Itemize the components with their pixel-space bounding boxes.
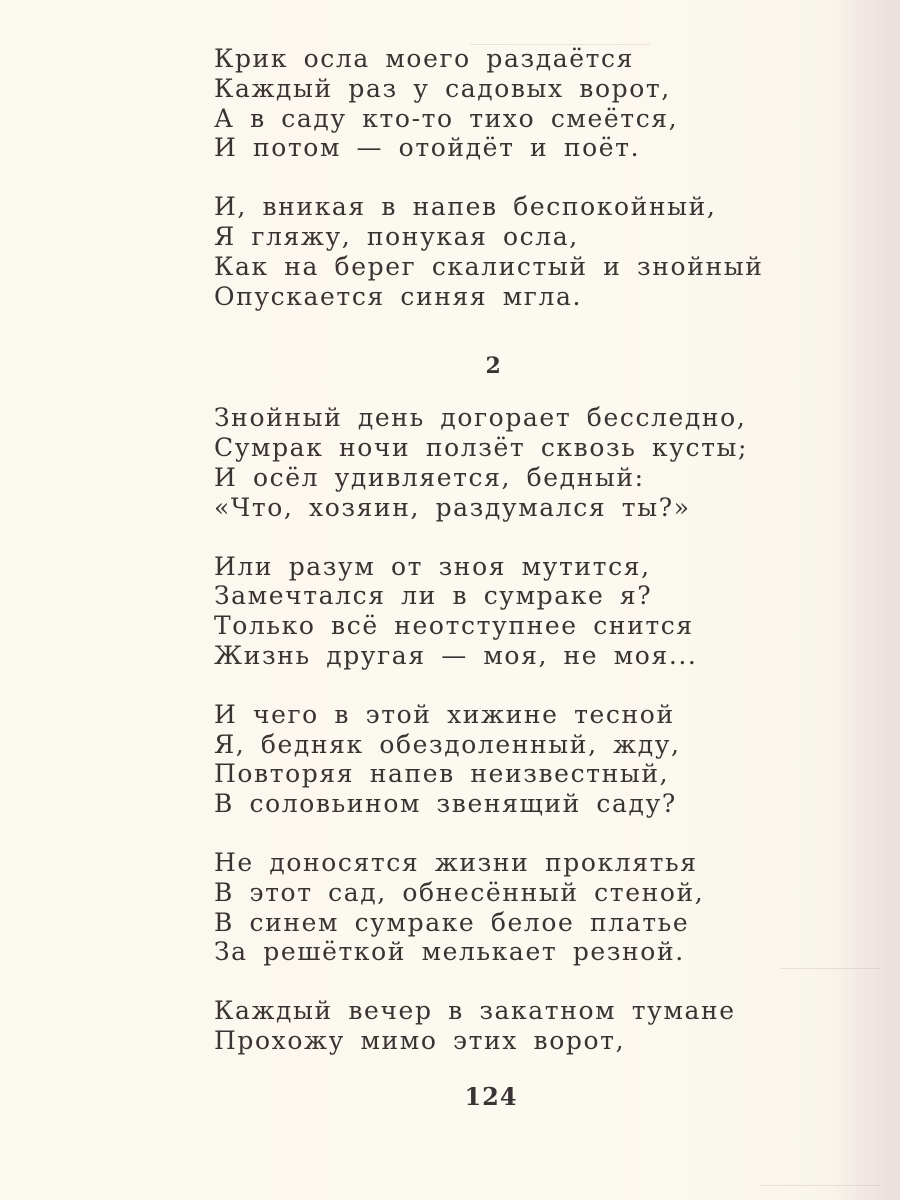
poem-line: И чего в этой хижине тесной [214,699,675,729]
poem-line: И, вникая в напев беспокойный, [214,192,717,222]
poem-line: И потом — отойдёт и поёт. [214,133,641,163]
poem-line: Замечтался ли в сумраке я? [214,581,653,611]
poem-line: Знойный день догорает бесследно, [214,403,747,433]
poem-line: В соловьином звенящий саду? [214,789,677,819]
poem-line: Крик осла моего раздаётся [214,44,634,73]
poem-line: Жизнь другая — моя, не моя... [214,640,698,670]
poem-line: Опускается синяя мгла. [214,281,583,311]
poem-line: Каждый вечер в закатном тумане [214,996,736,1026]
poem-line: Или разум от зноя мутится, [214,551,651,581]
stanza [214,700,874,819]
poem-text [214,44,874,1056]
poem-line: Сумрак ночи ползёт сквозь кусты; [214,433,749,463]
section-number: 2 [485,353,503,380]
stanza [214,44,874,163]
poem-line: За решёткой мелькает резной. [214,937,685,967]
stanza [214,403,874,522]
poem-line: Повторяя напев неизвестный, [214,759,670,789]
poem-line: «Что, хозяин, раздумался ты?» [214,492,691,522]
poem-line: Прохожу мимо этих ворот, [214,1025,626,1055]
poem-line: Как на берег скалистый и знойный [214,251,764,281]
poem-line: В этот сад, обнесённый стеной, [214,877,705,907]
page-number: 124 [464,1082,518,1111]
poem-line: Я гляжу, понукая осла, [214,221,579,251]
poem-line: Не доносятся жизни проклятья [214,847,698,877]
poem-line: А в саду кто-то тихо смеётся, [214,103,679,133]
poem-line: Каждый раз у садовых ворот, [214,73,671,103]
poem-line: Я, бедняк обездоленный, жду, [214,729,681,759]
poem-line: Только всё неотступнее снится [214,611,694,641]
stanza [214,996,874,1056]
scan-artifact [760,1185,880,1186]
stanza [214,848,874,967]
poem-line: И осёл удивляется, бедный: [214,462,645,492]
stanza [214,552,874,671]
poem-line: В синем сумраке белое платье [214,907,690,937]
stanza [214,192,874,311]
